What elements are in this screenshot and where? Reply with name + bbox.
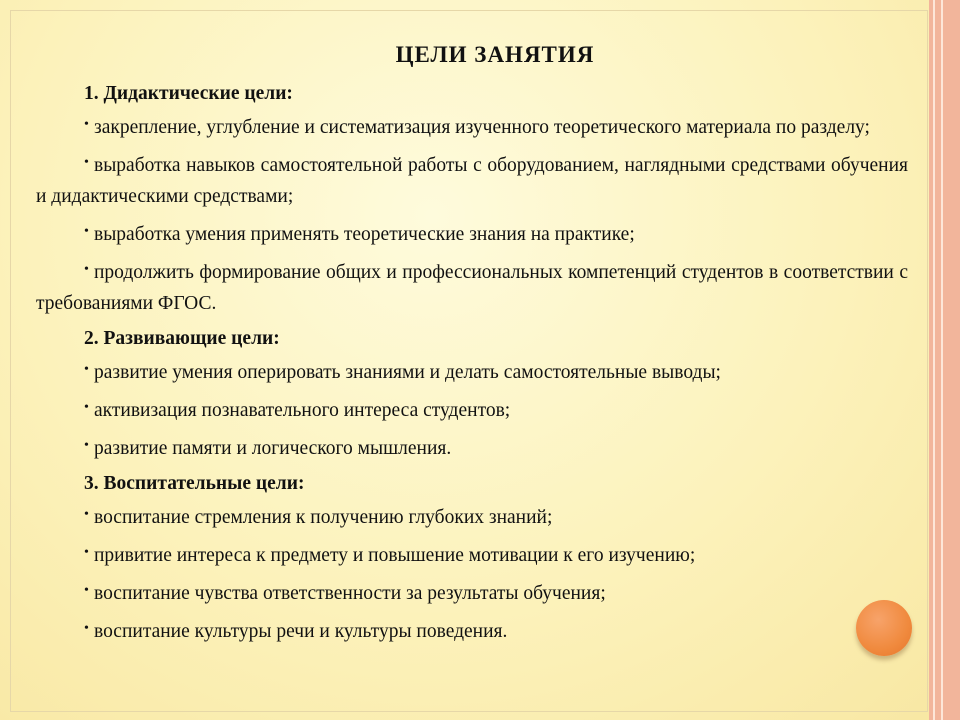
list-item xyxy=(36,109,908,143)
section-heading: 2. Развивающие цели: xyxy=(84,328,280,349)
section-heading: 3. Воспитательные цели: xyxy=(84,473,305,494)
bullet-icon: • xyxy=(84,438,89,453)
list-item-text: воспитание культуры речи и культуры поведения. xyxy=(94,621,508,642)
list-item-text: развитие памяти и логического мышления. xyxy=(94,438,452,459)
list-item-text: воспитание стремления к получению глубоких знаний; xyxy=(94,507,553,528)
bullet-icon: • xyxy=(84,224,89,239)
list-item xyxy=(36,392,908,426)
bullet-icon: • xyxy=(84,155,89,170)
bullet-icon: • xyxy=(84,362,89,377)
goals-content xyxy=(36,78,908,651)
list-item-text: развитие умения оперировать знаниями и делать самостоятельные выводы; xyxy=(94,362,721,383)
bullet-icon: • xyxy=(84,117,89,132)
slide-title: ЦЕЛИ ЗАНЯТИЯ xyxy=(395,42,595,67)
decorative-stripes xyxy=(929,0,960,720)
bullet-icon: • xyxy=(84,507,89,522)
list-item xyxy=(36,613,908,647)
list-item-text: привитие интереса к предмету и повышение мотивации к его изучению; xyxy=(94,545,696,566)
list-item xyxy=(36,216,908,250)
list-item-text: воспитание чувства ответственности за результаты обучения; xyxy=(94,583,606,604)
list-item xyxy=(36,575,908,609)
list-item xyxy=(36,537,908,571)
list-item-text: выработка умения применять теоретические знания на практике; xyxy=(94,224,635,245)
list-item xyxy=(36,499,908,533)
bullet-icon: • xyxy=(84,262,89,277)
decorative-circle-icon xyxy=(856,600,912,656)
list-item-text: активизация познавательного интереса студентов; xyxy=(94,400,511,421)
stripe-line xyxy=(941,0,943,720)
list-item-text: закрепление, углубление и систематизация изученного теоретического материала по разделу; xyxy=(94,117,870,138)
list-item-text: продолжить формирование общих и профессиональных компетенций студентов в соответствии с требованиями ФГОС. xyxy=(36,262,908,314)
stripe-line xyxy=(933,0,935,720)
section-heading: 1. Дидактические цели: xyxy=(84,83,293,104)
list-item-text: выработка навыков самостоятельной работы с оборудованием, наглядными средствами обучения и дидактическими средствами; xyxy=(36,155,908,207)
list-item xyxy=(36,147,908,212)
bullet-icon: • xyxy=(84,545,89,560)
bullet-icon: • xyxy=(84,621,89,636)
list-item xyxy=(36,430,908,464)
bullet-icon: • xyxy=(84,583,89,598)
bullet-icon: • xyxy=(84,400,89,415)
list-item xyxy=(36,254,908,319)
list-item xyxy=(36,354,908,388)
